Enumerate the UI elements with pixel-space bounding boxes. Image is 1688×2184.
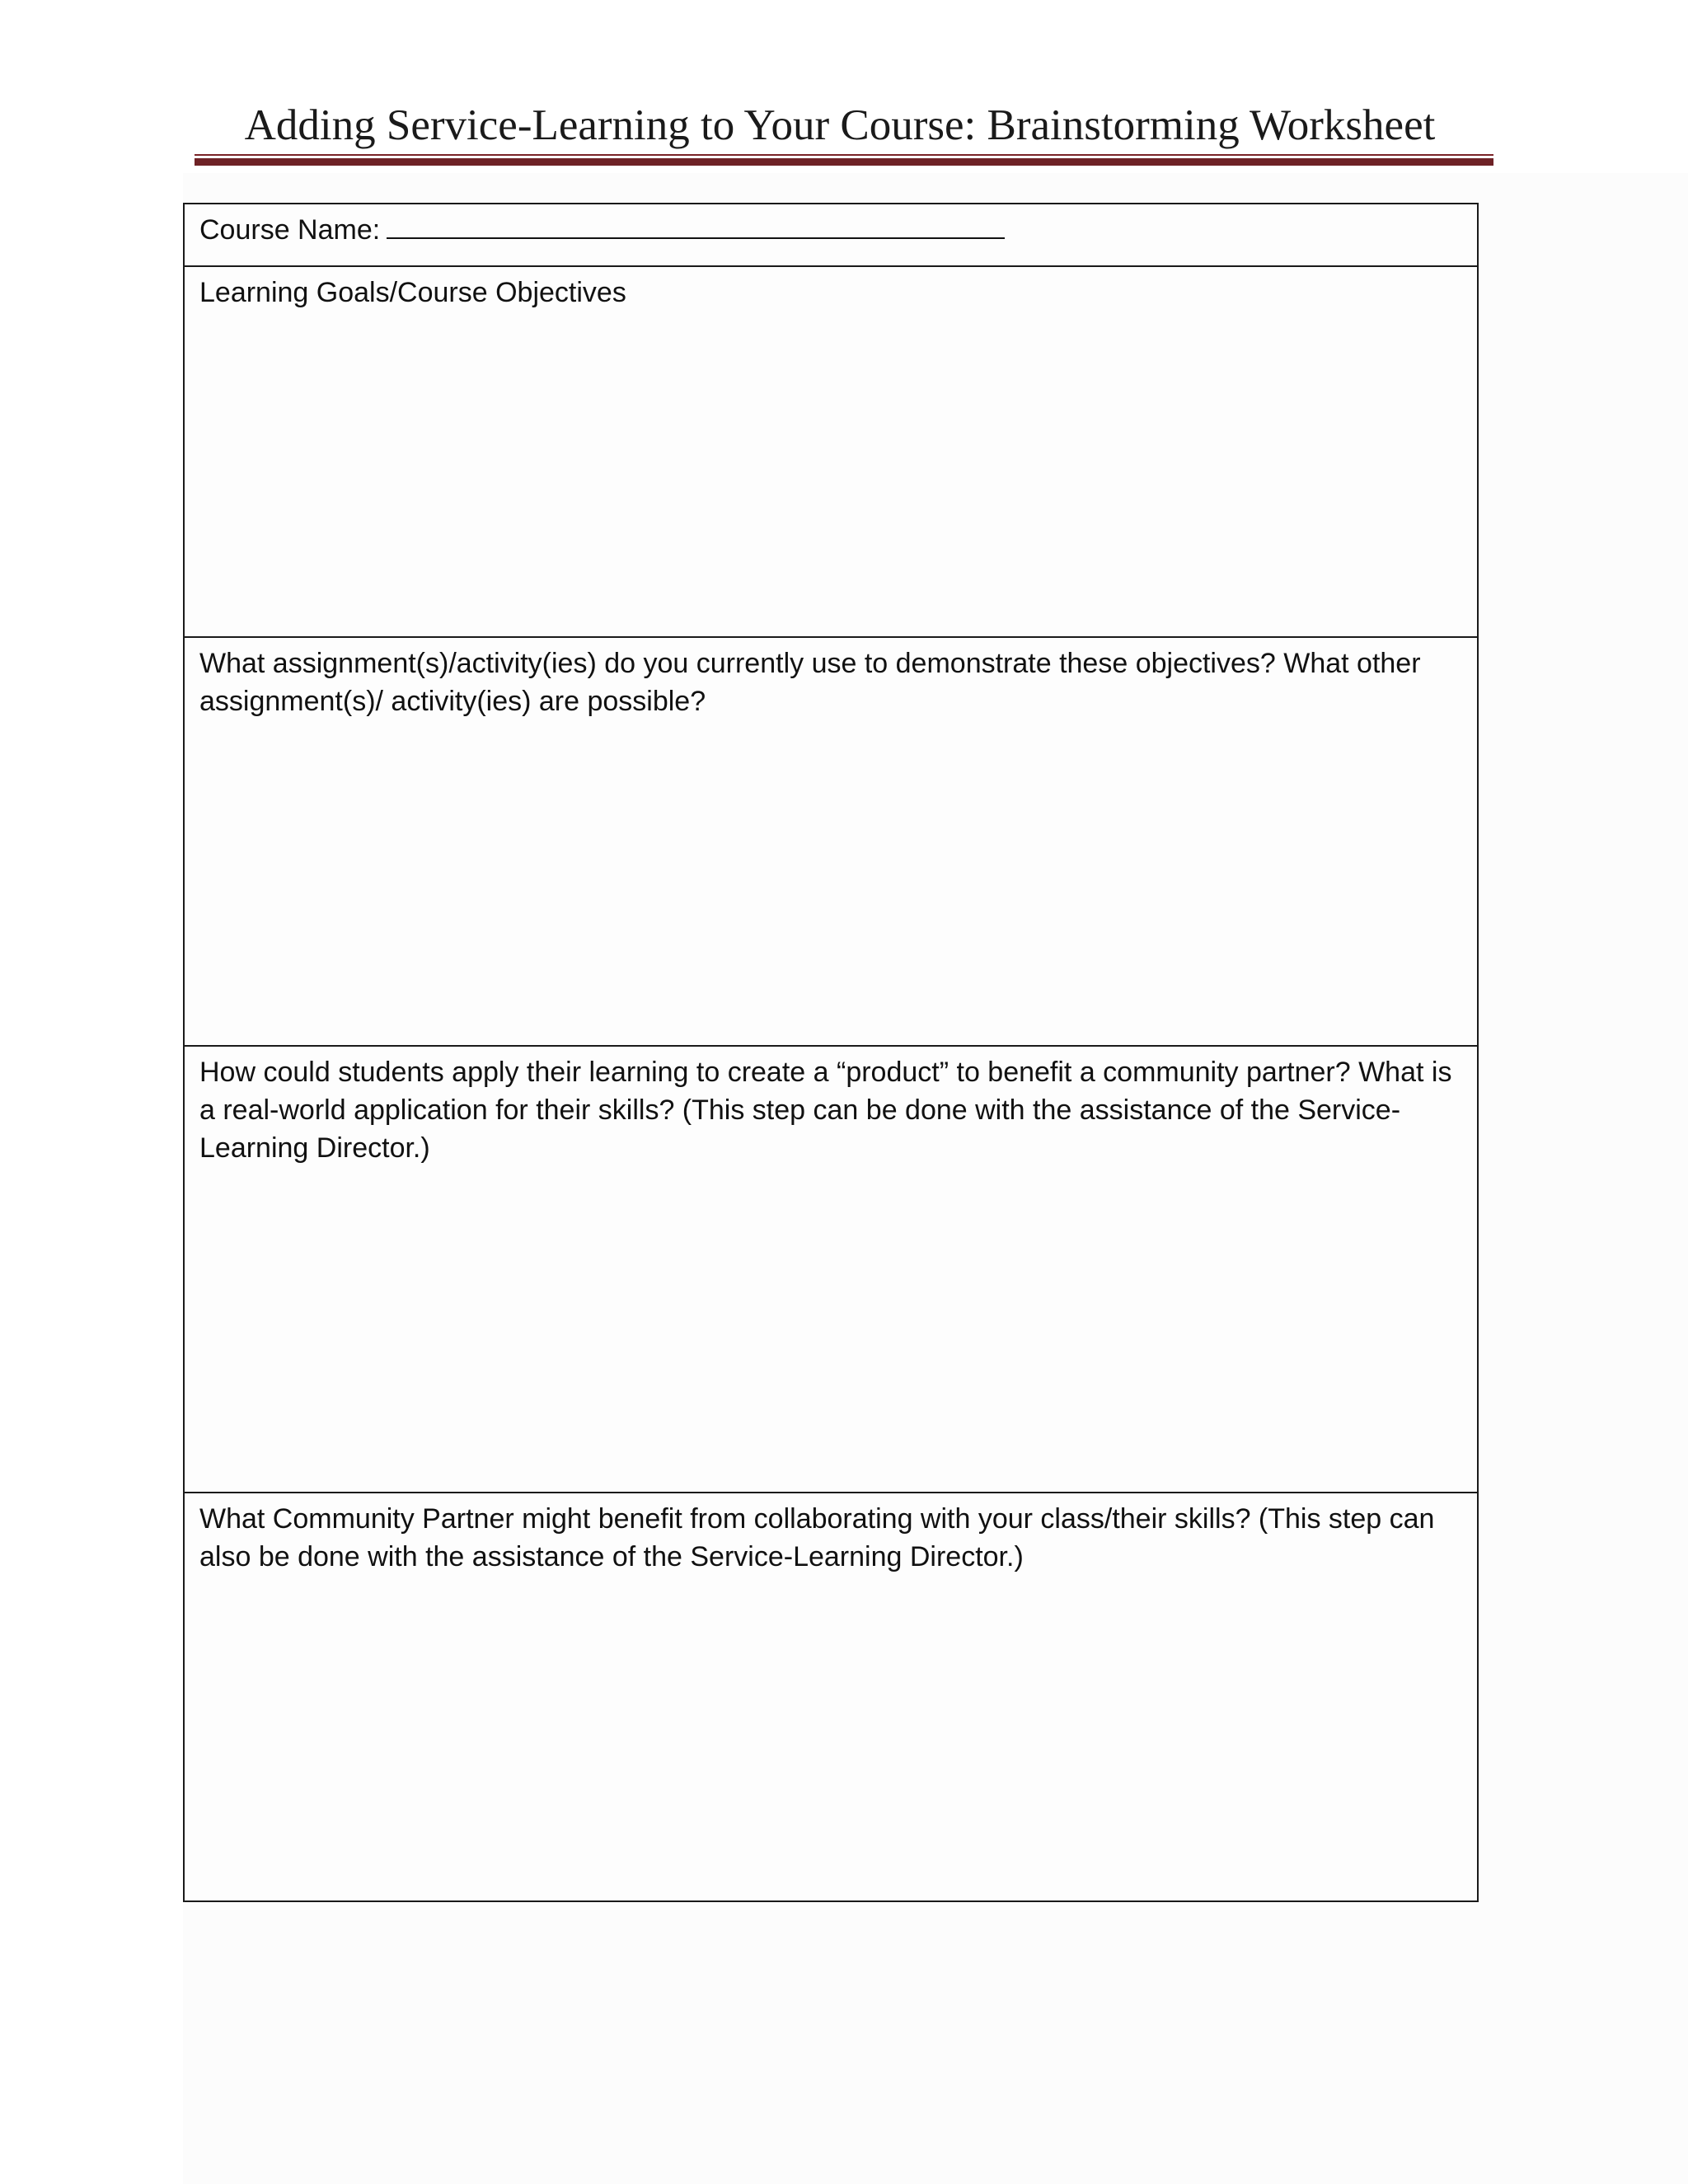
course-name-prompt [199,211,1454,249]
learning-goals-row[interactable] [185,267,1477,638]
title-underline-thick [195,158,1493,166]
assignments-prompt: What assignment(s)/activity(ies) do you currently use to demonstrate these objectives? What other assignment(s)/ activity(ies) are possible? [199,648,1421,717]
community-partner-prompt: What Community Partner might benefit from collaborating with your class/their skills? (This step can also be done with the assistance of the Service-Learning Director.) [199,1503,1435,1572]
course-name-blank[interactable] [387,211,1005,239]
assignments-row[interactable] [185,638,1477,1047]
course-name-row [185,204,1477,267]
page-title: Adding Service-Learning to Your Course: Brainstorming Worksheet [244,101,1436,149]
community-partner-row[interactable] [185,1493,1477,1900]
learning-goals-prompt: Learning Goals/Course Objectives [199,277,626,308]
product-application-prompt: How could students apply their learning to create a “product” to benefit a community partner? What is a real-world application for their skills? (This step can be done with the assistance of the Service-Learning Director.) [199,1057,1452,1164]
product-application-row[interactable] [185,1047,1477,1493]
title-underline-thin [195,154,1493,156]
worksheet-table [183,203,1479,1902]
course-name-label: Course Name: [199,214,381,246]
